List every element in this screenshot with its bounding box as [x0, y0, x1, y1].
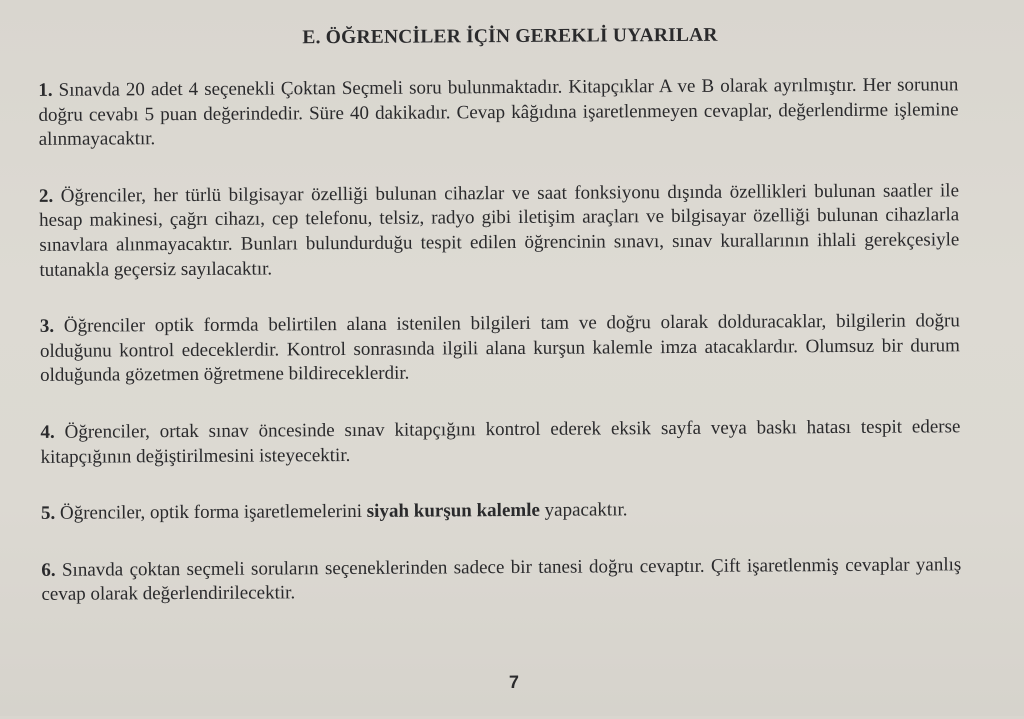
- item-number: 6.: [41, 559, 56, 581]
- warning-item-4: [40, 415, 960, 470]
- warning-item-6: [41, 553, 961, 608]
- warning-item-3: [40, 309, 960, 388]
- item-number: 4.: [40, 421, 55, 443]
- item-text: Öğrenciler optik formda belirtilen alana istenilen bilgileri tam ve doğru olarak dolduracaklar, bilgilerin doğru olduğunu kontrol edeceklerdir. Kontrol sonrasında ilgili alana kurşun kalemle imza atacaklardır. Olumsuz bir durum olduğunda gözetmen öğretmene bildireceklerdir.: [39, 310, 960, 387]
- item-text-before: Öğrenciler, optik forma işaretlemelerini: [59, 501, 363, 524]
- warning-item-5: [41, 496, 961, 526]
- warnings-list: [38, 73, 961, 640]
- item-text: Sınavda çoktan seçmeli soruların seçeneklerinden sadece bir tanesi doğru cevaptır. Çift işaretlenmiş cevaplar yanlış cevap olarak değerlendirilecektir.: [41, 553, 962, 606]
- item-number: 2.: [38, 185, 54, 207]
- warning-item-1: [38, 73, 958, 152]
- item-text: Öğrenciler, her türlü bilgisayar özelliği bulunan cihazlar ve saat fonksiyonu dışında özellikleri bulunan saatler ile hesap makinesi, çağrı cihazı, cep telefonu, telsiz, radyo gibi iletişim araçları ve bilgisayar özelliği bulunan cihazlarla sınavlara alınmayacaktır. Bunları bulundurduğu tespit edilen öğrencinin sınavı, sınav kurallarının ihlali gerekçesiyle tutanakla geçersiz sayılacaktır.: [39, 180, 960, 281]
- item-number: 5.: [40, 502, 56, 525]
- item-text: Öğrenciler, ortak sınav öncesinde sınav kitapçığını kontrol ederek eksik sayfa veya baskı hatası tespit ederse kitapçığının değiştirilmesini isteyecektir.: [40, 416, 961, 468]
- item-text: Sınavda 20 adet 4 seçenekli Çoktan Seçmeli soru bulunmaktadır. Kitapçıklar A ve B olarak ayrılmıştır. Her sorunun doğru cevabı 5 puan değerindedir. Süre 40 dakikadır. Cevap kâğıdına işaretlenmeyen cevaplar, değerlendirme işlemine alınmayacaktır.: [38, 74, 959, 151]
- page-title: E. ÖĞRENCİLER İÇİN GEREKLİ UYARILAR: [302, 24, 718, 49]
- warning-item-2: [39, 179, 960, 283]
- page-number: 7: [508, 671, 520, 693]
- item-text-emphasis: siyah kurşun kalemle: [366, 499, 540, 523]
- item-text-after: yapacaktır.: [544, 499, 628, 521]
- item-number: 3.: [39, 315, 55, 338]
- item-number: 1.: [38, 79, 53, 101]
